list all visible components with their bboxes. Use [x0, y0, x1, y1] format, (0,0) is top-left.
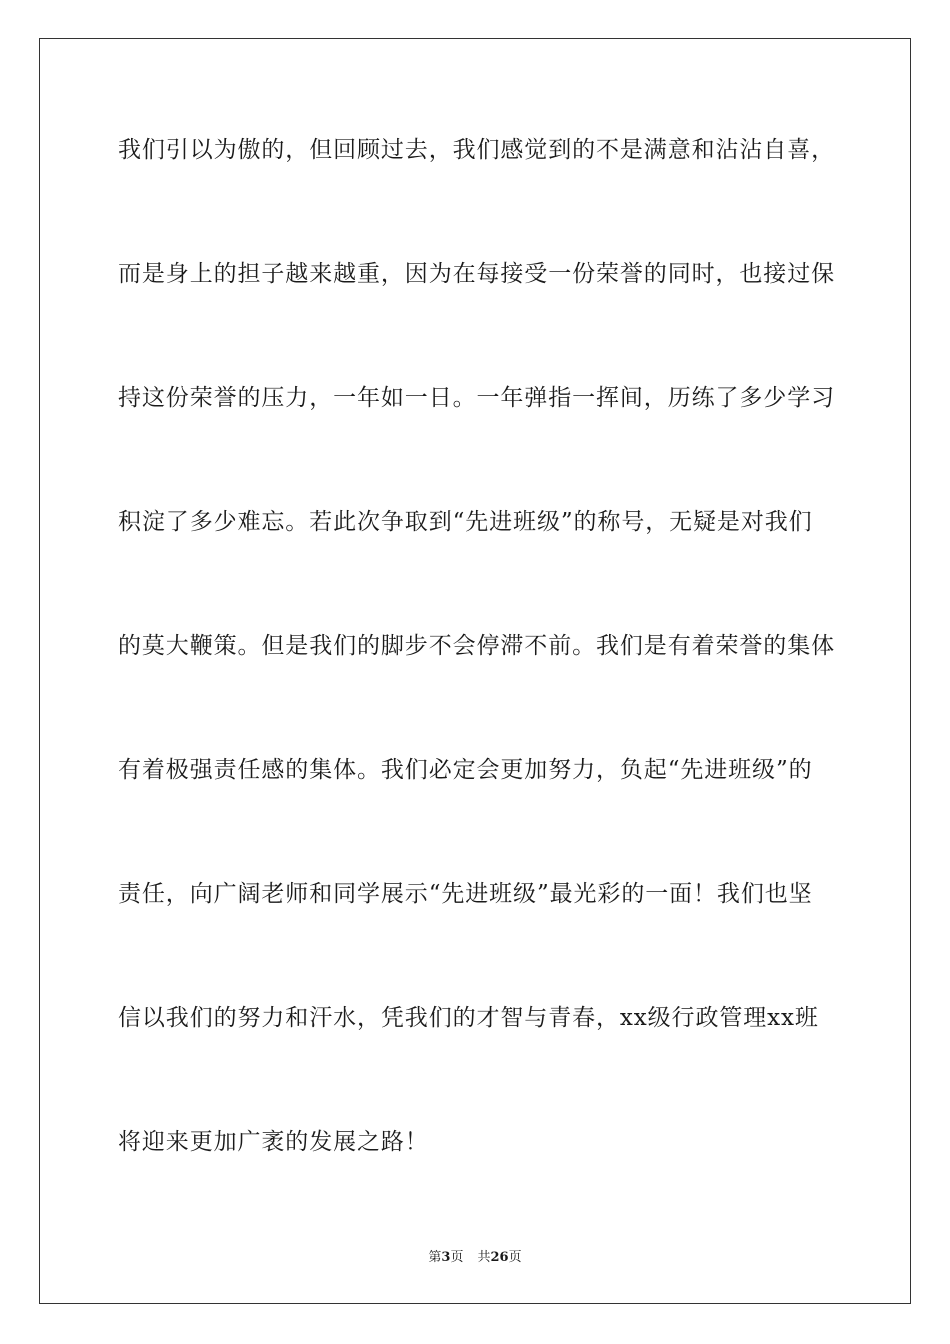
text-line: 持这份荣誉的压力，一年如一日。一年弹指一挥间，历练了多少学习: [118, 385, 835, 411]
page-number: 3: [441, 1250, 451, 1265]
document-body: [118, 128, 838, 1244]
total-suffix: 页: [508, 1250, 522, 1265]
text-line: 将迎来更加广袤的发展之路！: [118, 1129, 429, 1155]
page-suffix: 页: [450, 1250, 464, 1265]
text-line: 我们引以为傲的，但回顾过去，我们感觉到的不是满意和沾沾自喜，: [118, 137, 835, 163]
total-prefix: 共: [477, 1250, 491, 1265]
total-pages: 26: [490, 1250, 509, 1265]
text-line: 而是身上的担子越来越重，因为在每接受一份荣誉的同时，也接过保: [118, 261, 835, 287]
page-prefix: 第: [428, 1250, 442, 1265]
text-line: 积淀了多少难忘。若此次争取到“先进班级”的称号，无疑是对我们: [118, 509, 813, 535]
text-line: 有着极强责任感的集体。我们必定会更加努力，负起“先进班级”的: [118, 757, 813, 783]
page-footer: [0, 1248, 950, 1268]
text-line: 责任，向广阔老师和同学展示“先进班级”最光彩的一面！我们也坚: [118, 881, 813, 907]
text-line: 信以我们的努力和汗水，凭我们的才智与青春，xx级行政管理xx班: [118, 1005, 819, 1031]
text-line: 的莫大鞭策。但是我们的脚步不会停滞不前。我们是有着荣誉的集体: [118, 633, 835, 659]
